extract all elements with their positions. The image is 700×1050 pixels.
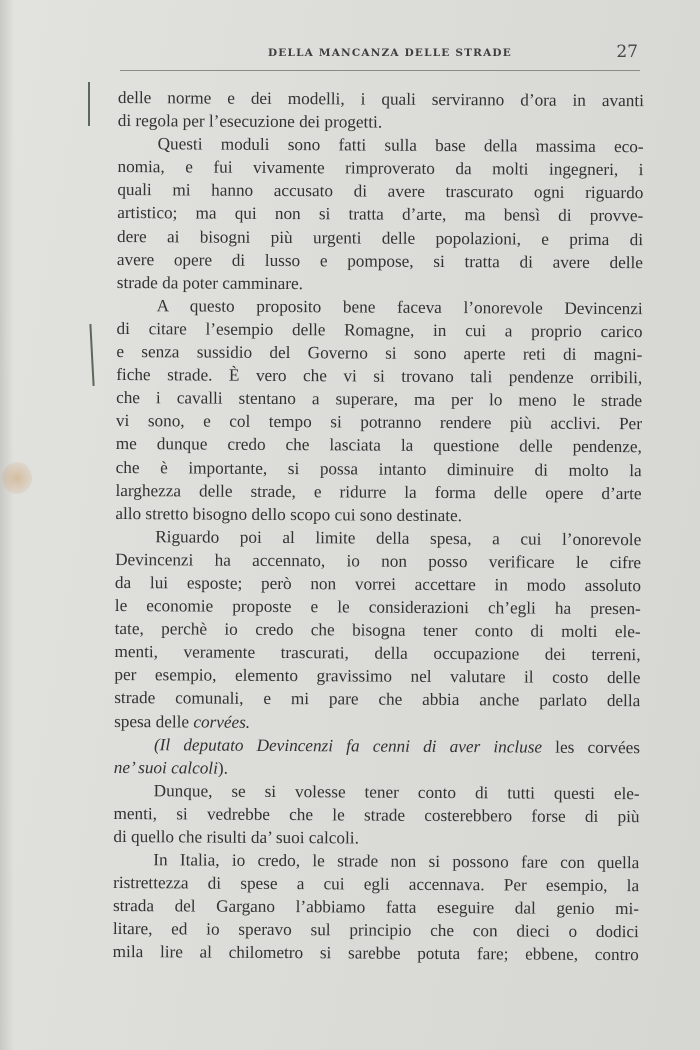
text-line: vi sono, e col tempo si potranno rendere più acclivi. Per xyxy=(115,411,643,434)
text-line: di quello che risulti da’ suoi calcoli. xyxy=(113,826,359,848)
text-line: Riguardo poi al limite della spesa, a cui l’onorevole xyxy=(155,527,642,549)
text-line: strada del Gargano l’abbiamo fatta eseguire dal genio mi- xyxy=(112,896,640,919)
page-gutter-shadow xyxy=(0,0,14,1050)
text-line: nomia, e fui vivamente rimproverato da molti ingegneri, i xyxy=(117,157,644,180)
text-segment: les corvées xyxy=(541,737,641,757)
text-line: strade da poter camminare. xyxy=(116,272,303,293)
text-line: Questi moduli sono fatti sulla base della massima eco- xyxy=(157,134,644,157)
text-line: Devincenzi ha accennato, io non posso verificare le cifre xyxy=(115,549,642,573)
text-line xyxy=(114,710,640,736)
page-number: 27 xyxy=(616,42,638,62)
text-line: artistico; ma qui non si tratta d’arte, ma bensì di provve- xyxy=(117,203,644,226)
paper-stain xyxy=(2,462,32,494)
text-line: che è importante, si possa intanto diminuire di molto la xyxy=(115,457,642,480)
text-line: mila lire al chilometro si sarebbe potuta fare; ebbene, contro xyxy=(112,942,639,965)
running-title: DELLA MANCANZA DELLE STRADE xyxy=(268,47,512,59)
text-line: A questo proposito bene faceva l’onorevole Devincenzi xyxy=(156,296,643,319)
header-rule xyxy=(120,70,640,71)
text-line: strade comunali, e mi pare che abbia anche parlato della xyxy=(114,688,641,711)
text-line: di citare l’esempio delle Romagne, in cui a proprio carico xyxy=(116,318,643,342)
text-line: litare, ed io speravo sul principio che con dieci o dodici xyxy=(112,919,639,942)
text-line: le economie proposte e le considerazioni ch’egli ha presen- xyxy=(114,596,641,619)
text-line: da lui esposte; però non vorrei accettare in modo assoluto xyxy=(114,572,642,596)
text-line: di regola per l’esecuzione dei progetti. xyxy=(117,111,383,132)
margin-pencil-mark xyxy=(88,82,90,126)
italic-term: corvées. xyxy=(193,712,251,732)
body-text xyxy=(113,86,644,967)
text-line: fiche strade. È vero che vi si trovano tali pendenze orribili, xyxy=(116,365,643,388)
margin-pencil-mark xyxy=(89,324,94,386)
text-segment: ). xyxy=(217,758,228,778)
text-line: dere ai bisogni più urgenti delle popolazioni, e prima di xyxy=(117,226,644,249)
text-line xyxy=(114,756,640,782)
text-line xyxy=(114,733,640,759)
text-line: e senza sussidio del Governo si sono aperte reti di magni- xyxy=(116,342,643,365)
text-line: per esempio, elemento gravissimo nel valutare il costo delle xyxy=(114,665,641,688)
text-line: Dunque, se si volesse tener conto di tutti questi ele- xyxy=(153,781,640,804)
text-line: larghezza delle strade, e ridurre la forma delle opere d’arte xyxy=(115,480,642,503)
text-line: menti, si vedrebbe che le strade costerebbero forse di più xyxy=(113,803,640,827)
text-segment: spesa delle xyxy=(114,711,194,732)
text-line: tate, perchè io credo che bisogna tener conto di molti ele- xyxy=(114,619,641,642)
text-line: me dunque credo che lasciata la questione delle pendenze, xyxy=(115,434,642,457)
text-line: allo stretto bisogno dello scopo cui sono destinate. xyxy=(115,503,463,525)
text-line: delle norme e dei modelli, i quali serviranno d’ora in avanti xyxy=(117,87,644,111)
text-line: quali mi hanno accusato di avere trascurato ogni riguardo xyxy=(117,180,644,203)
italic-aside: (Il deputato Devincenzi fa cenni di aver incluse xyxy=(153,734,543,757)
text-line: che i cavalli stentano a superare, ma per lo meno le strade xyxy=(116,388,643,411)
text-line: menti, veramente trascurati, della occupazione dei terreni, xyxy=(114,642,641,665)
page-header xyxy=(120,42,640,72)
italic-aside: ne’ suoi calcoli xyxy=(113,757,218,778)
text-line: ristrettezza di spese a cui egli accennava. Per esempio, la xyxy=(113,873,640,896)
text-line: avere opere di lusso e pompose, si tratta di avere delle xyxy=(116,249,643,272)
text-line: In Italia, io credo, le strade non si possono fare con quella xyxy=(153,850,640,873)
